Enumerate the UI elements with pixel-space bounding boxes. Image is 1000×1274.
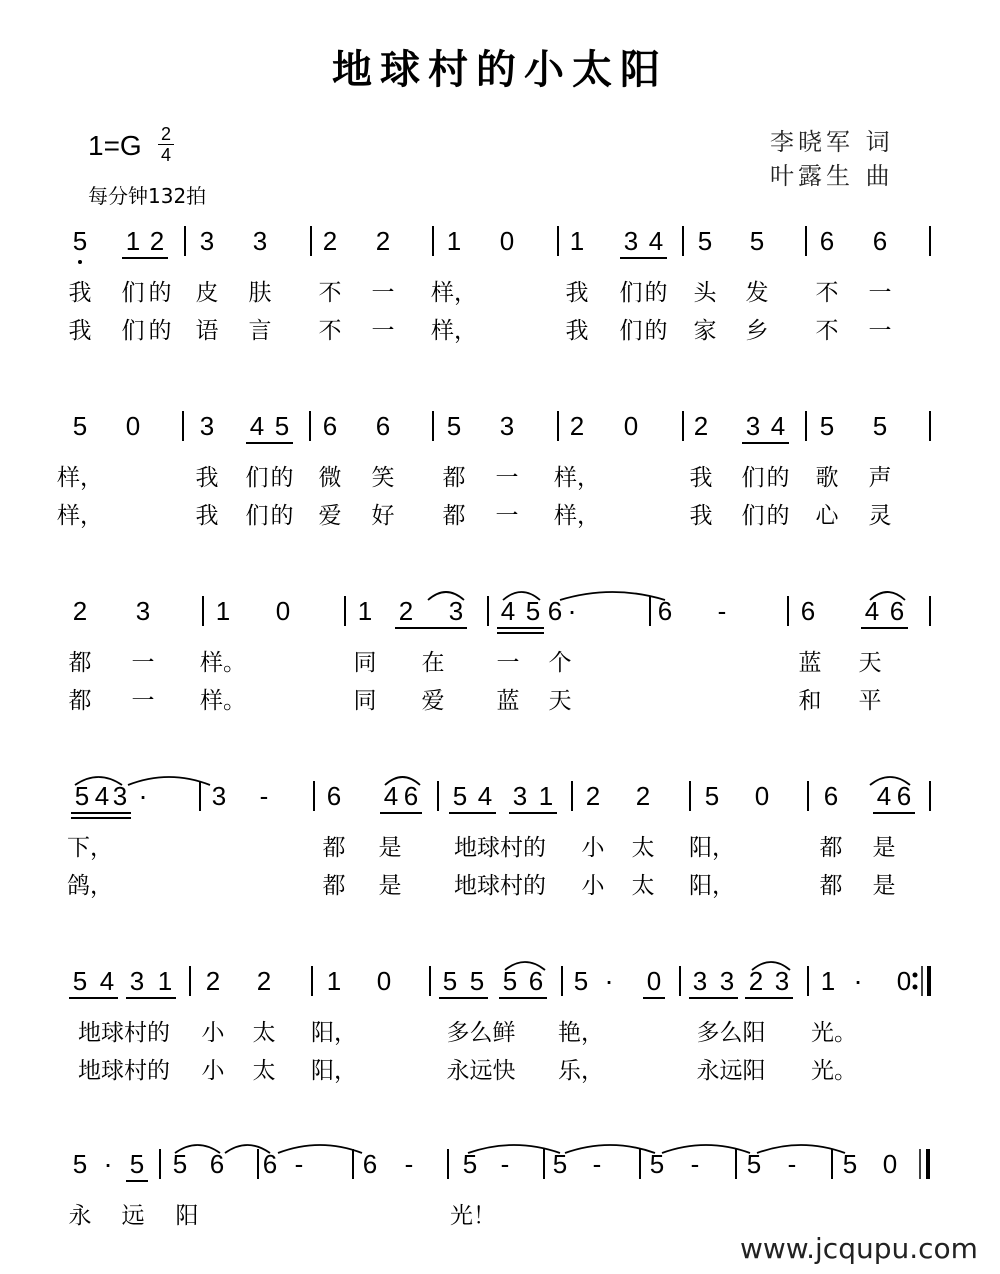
lyric-syllable: 好: [371, 503, 395, 529]
lyric-syllable: 都: [819, 873, 843, 899]
lyric-syllable: 皮: [195, 280, 219, 306]
note: 1: [215, 596, 231, 626]
note: 4: [383, 781, 399, 811]
lyric-syllable: 是: [378, 873, 402, 899]
note: -: [404, 1149, 414, 1179]
note: 2: [149, 226, 165, 256]
note: -: [500, 1149, 510, 1179]
lyric-syllable: 样，: [431, 280, 477, 306]
note: 5: [442, 966, 458, 996]
note: 5: [746, 1149, 762, 1179]
note: -: [717, 596, 727, 626]
note: -: [690, 1149, 700, 1179]
note: -: [294, 1149, 304, 1179]
augmentation-dot: ·: [103, 1148, 113, 1179]
note: 5: [872, 411, 888, 441]
note: 3: [112, 781, 128, 811]
note: 6: [209, 1149, 225, 1179]
note: 6: [657, 596, 673, 626]
note: 5: [462, 1149, 478, 1179]
lyric-syllable: 的: [644, 318, 668, 344]
note: 2: [569, 411, 585, 441]
lyric-syllable: 样，: [554, 503, 600, 529]
note: 5: [749, 226, 765, 256]
lyric-syllable: 都: [68, 650, 92, 676]
note: -: [259, 781, 269, 811]
note: 0: [896, 966, 912, 996]
lyric-syllable: 样，: [554, 465, 600, 491]
lyric-syllable: 微: [318, 465, 342, 491]
lyric-syllable: 一: [495, 465, 519, 491]
key-signature: 1=G: [88, 130, 142, 161]
lyric-syllable: 地球村的: [78, 1020, 170, 1046]
note: 5: [452, 781, 468, 811]
lyric-syllable: 一: [371, 318, 395, 344]
lyric-syllable: 艳，: [558, 1020, 604, 1046]
repeat-dot: [913, 973, 918, 978]
lyric-syllable: 地球村的: [454, 835, 546, 861]
lyric-syllable: 头: [693, 280, 717, 306]
lyric-syllable: 都: [322, 835, 346, 861]
lyric-syllable: 都: [322, 873, 346, 899]
lyric-syllable: 同: [353, 650, 377, 676]
note: 6: [547, 596, 563, 626]
lyric-syllable: 太: [252, 1058, 276, 1084]
note: 3: [692, 966, 708, 996]
lyric-syllable: 小: [201, 1058, 225, 1084]
lyric-syllable: 的: [644, 280, 668, 306]
note: 0: [499, 226, 515, 256]
note: 5: [704, 781, 720, 811]
lyric-syllable: 声: [868, 465, 892, 491]
note: 3: [448, 596, 464, 626]
note: 1: [125, 226, 141, 256]
lyric-syllable: 远: [121, 1203, 145, 1229]
lyric-syllable: 都: [442, 465, 466, 491]
lyric-syllable: 阳，: [311, 1058, 357, 1084]
note: 1: [157, 966, 173, 996]
note: 6: [823, 781, 839, 811]
note: 3: [252, 226, 268, 256]
lyric-syllable: 乐，: [558, 1058, 604, 1084]
note: 1: [569, 226, 585, 256]
lyric-syllable: 个: [548, 650, 572, 676]
lyric-syllable: 笑: [371, 465, 395, 491]
lyric-syllable: 在: [421, 650, 445, 676]
lyric-syllable: 我: [195, 503, 219, 529]
lyric-syllable: 永远阳: [696, 1058, 766, 1084]
lyric-syllable: 多么阳: [696, 1020, 766, 1046]
augmentation-dot: ·: [567, 595, 577, 626]
lyric-syllable: 我: [195, 465, 219, 491]
low-octave-dot: [78, 260, 82, 264]
lyric-syllable: 不: [815, 318, 839, 344]
note: -: [592, 1149, 602, 1179]
repeat-dot: [913, 985, 918, 990]
lyric-syllable: 小: [201, 1020, 225, 1046]
note: 5: [72, 411, 88, 441]
lyric-syllable: 一: [131, 650, 155, 676]
note: 5: [502, 966, 518, 996]
note: 0: [646, 966, 662, 996]
meter-top: 2: [160, 124, 171, 144]
lyric-syllable: 爱: [421, 688, 445, 714]
note: 4: [99, 966, 115, 996]
lyric-syllable: 一: [868, 318, 892, 344]
lyric-syllable: 多么鲜: [446, 1020, 516, 1046]
note: 2: [256, 966, 272, 996]
note: 5: [469, 966, 485, 996]
augmentation-dot: ·: [604, 965, 614, 996]
lyric-syllable: 的: [270, 503, 294, 529]
lyric-syllable: 乡: [745, 318, 769, 344]
lyric-syllable: 永: [68, 1203, 92, 1229]
note: 5: [819, 411, 835, 441]
note: 5: [573, 966, 589, 996]
note: 4: [648, 226, 664, 256]
lyric-syllable: 光！: [450, 1203, 496, 1229]
slur-arc: [565, 1145, 655, 1153]
lyric-syllable: 们: [619, 280, 643, 306]
note: 2: [693, 411, 709, 441]
lyric-syllable: 我: [565, 318, 589, 344]
lyric-syllable: 和: [798, 688, 822, 714]
note: 1: [357, 596, 373, 626]
lyric-syllable: 天: [548, 688, 572, 714]
note: 6: [326, 781, 342, 811]
lyric-syllable: 一: [371, 280, 395, 306]
note: 6: [375, 411, 391, 441]
note: 3: [129, 966, 145, 996]
lyric-syllable: 蓝: [798, 650, 822, 676]
lyric-syllable: 我: [689, 503, 713, 529]
lyric-syllable: 发: [745, 280, 769, 306]
lyric-syllable: 同: [353, 688, 377, 714]
note: 5: [525, 596, 541, 626]
lyric-syllable: 言: [248, 318, 272, 344]
lyric-syllable: 鸽，: [67, 873, 113, 899]
note: 4: [500, 596, 516, 626]
lyric-syllable: 们: [245, 465, 269, 491]
augmentation-dot: ·: [138, 780, 148, 811]
note: 3: [745, 411, 761, 441]
note: 2: [748, 966, 764, 996]
lyric-syllable: 光。: [811, 1058, 857, 1084]
lyric-syllable: 的: [766, 503, 790, 529]
augmentation-dot: ·: [853, 965, 863, 996]
note: 3: [211, 781, 227, 811]
lyric-syllable: 样，: [57, 465, 103, 491]
note: 2: [398, 596, 414, 626]
note: 1: [446, 226, 462, 256]
lyric-syllable: 太: [631, 873, 655, 899]
note: 3: [774, 966, 790, 996]
note: 6: [403, 781, 419, 811]
lyric-syllable: 们: [121, 318, 145, 344]
note: 0: [754, 781, 770, 811]
note: 3: [623, 226, 639, 256]
note: 0: [275, 596, 291, 626]
lyric-syllable: 样。: [200, 688, 246, 714]
lyric-syllable: 都: [442, 503, 466, 529]
note: 4: [249, 411, 265, 441]
note: 5: [72, 966, 88, 996]
meter-bottom: 4: [160, 145, 171, 165]
note: 6: [800, 596, 816, 626]
lyric-syllable: 是: [872, 873, 896, 899]
lyric-syllable: 永远快: [446, 1058, 516, 1084]
lyric-syllable: 太: [631, 835, 655, 861]
note: 5: [72, 1149, 88, 1179]
lyric-syllable: 天: [858, 650, 882, 676]
lyric-syllable: 灵: [868, 503, 892, 529]
note: 2: [322, 226, 338, 256]
lyric-syllable: 都: [68, 688, 92, 714]
lyric-syllable: 光。: [811, 1020, 857, 1046]
lyric-syllable: 不: [318, 280, 342, 306]
note: 3: [135, 596, 151, 626]
note: 2: [72, 596, 88, 626]
note: 1: [820, 966, 836, 996]
lyric-syllable: 肤: [248, 280, 272, 306]
lyric-syllable: 样。: [200, 650, 246, 676]
note: 3: [512, 781, 528, 811]
lyric-syllable: 心: [815, 503, 839, 529]
lyric-syllable: 小: [581, 873, 605, 899]
note: 3: [199, 411, 215, 441]
lyric-syllable: 们: [245, 503, 269, 529]
lyric-syllable: 一: [495, 503, 519, 529]
lyric-syllable: 平: [858, 688, 882, 714]
note: 5: [172, 1149, 188, 1179]
note: 5: [649, 1149, 665, 1179]
note: 5: [842, 1149, 858, 1179]
note: 6: [528, 966, 544, 996]
note: 6: [896, 781, 912, 811]
lyric-syllable: 都: [819, 835, 843, 861]
lyric-syllable: 阳，: [311, 1020, 357, 1046]
lyric-syllable: 的: [766, 465, 790, 491]
lyric-syllable: 爱: [318, 503, 342, 529]
lyric-syllable: 样，: [431, 318, 477, 344]
note: 3: [199, 226, 215, 256]
lyric-syllable: 地球村的: [78, 1058, 170, 1084]
note: 0: [882, 1149, 898, 1179]
lyric-syllable: 小: [581, 835, 605, 861]
note: 6: [262, 1149, 278, 1179]
note: 2: [585, 781, 601, 811]
lyric-syllable: 不: [318, 318, 342, 344]
note: 6: [889, 596, 905, 626]
lyric-syllable: 们: [741, 465, 765, 491]
note: 4: [876, 781, 892, 811]
lyric-syllable: 一: [496, 650, 520, 676]
note: 6: [322, 411, 338, 441]
lyricist-credit: 李晓军 词: [770, 128, 894, 156]
lyric-syllable: 我: [68, 280, 92, 306]
lyric-syllable: 的: [148, 318, 172, 344]
lyric-syllable: 我: [68, 318, 92, 344]
note: 6: [362, 1149, 378, 1179]
note: 2: [205, 966, 221, 996]
note: 5: [552, 1149, 568, 1179]
note: 5: [446, 411, 462, 441]
lyric-syllable: 太: [252, 1020, 276, 1046]
lyric-syllable: 歌: [815, 465, 839, 491]
note: 1: [326, 966, 342, 996]
lyric-syllable: 一: [868, 280, 892, 306]
note: 0: [125, 411, 141, 441]
note: 2: [635, 781, 651, 811]
note: 4: [477, 781, 493, 811]
lyric-syllable: 们: [121, 280, 145, 306]
note: 5: [72, 226, 88, 256]
lyric-syllable: 家: [693, 318, 717, 344]
lyric-syllable: 我: [689, 465, 713, 491]
lyric-syllable: 语: [195, 318, 219, 344]
lyric-syllable: 的: [270, 465, 294, 491]
lyric-syllable: 阳: [175, 1203, 199, 1229]
note: 1: [538, 781, 554, 811]
lyric-syllable: 们: [741, 503, 765, 529]
note: 5: [274, 411, 290, 441]
lyric-syllable: 我: [565, 280, 589, 306]
note: 0: [376, 966, 392, 996]
note: 6: [819, 226, 835, 256]
lyric-syllable: 不: [815, 280, 839, 306]
note: 5: [697, 226, 713, 256]
lyric-syllable: 蓝: [496, 688, 520, 714]
slur-arc: [278, 1145, 362, 1153]
note: 4: [94, 781, 110, 811]
lyric-syllable: 阳，: [689, 873, 735, 899]
slur-arc: [468, 1145, 560, 1153]
note: 5: [129, 1149, 145, 1179]
composer-credit: 叶露生 曲: [770, 162, 894, 190]
lyric-syllable: 是: [872, 835, 896, 861]
song-title: 地球村的小太阳: [332, 46, 668, 93]
note: 4: [770, 411, 786, 441]
note: 3: [719, 966, 735, 996]
watermark-url: www.jcqupu.com: [740, 1232, 978, 1265]
note: 0: [623, 411, 639, 441]
lyric-syllable: 下，: [67, 835, 113, 861]
lyric-syllable: 地球村的: [454, 873, 546, 899]
tempo-marking: 每分钟132拍: [88, 184, 207, 208]
lyric-syllable: 阳，: [689, 835, 735, 861]
note: 2: [375, 226, 391, 256]
note: 4: [864, 596, 880, 626]
note: -: [787, 1149, 797, 1179]
lyric-syllable: 一: [131, 688, 155, 714]
lyric-syllable: 样，: [57, 503, 103, 529]
note: 5: [74, 781, 90, 811]
lyric-syllable: 是: [378, 835, 402, 861]
lyric-syllable: 们: [619, 318, 643, 344]
lyric-syllable: 的: [148, 280, 172, 306]
note: 3: [499, 411, 515, 441]
note: 6: [872, 226, 888, 256]
